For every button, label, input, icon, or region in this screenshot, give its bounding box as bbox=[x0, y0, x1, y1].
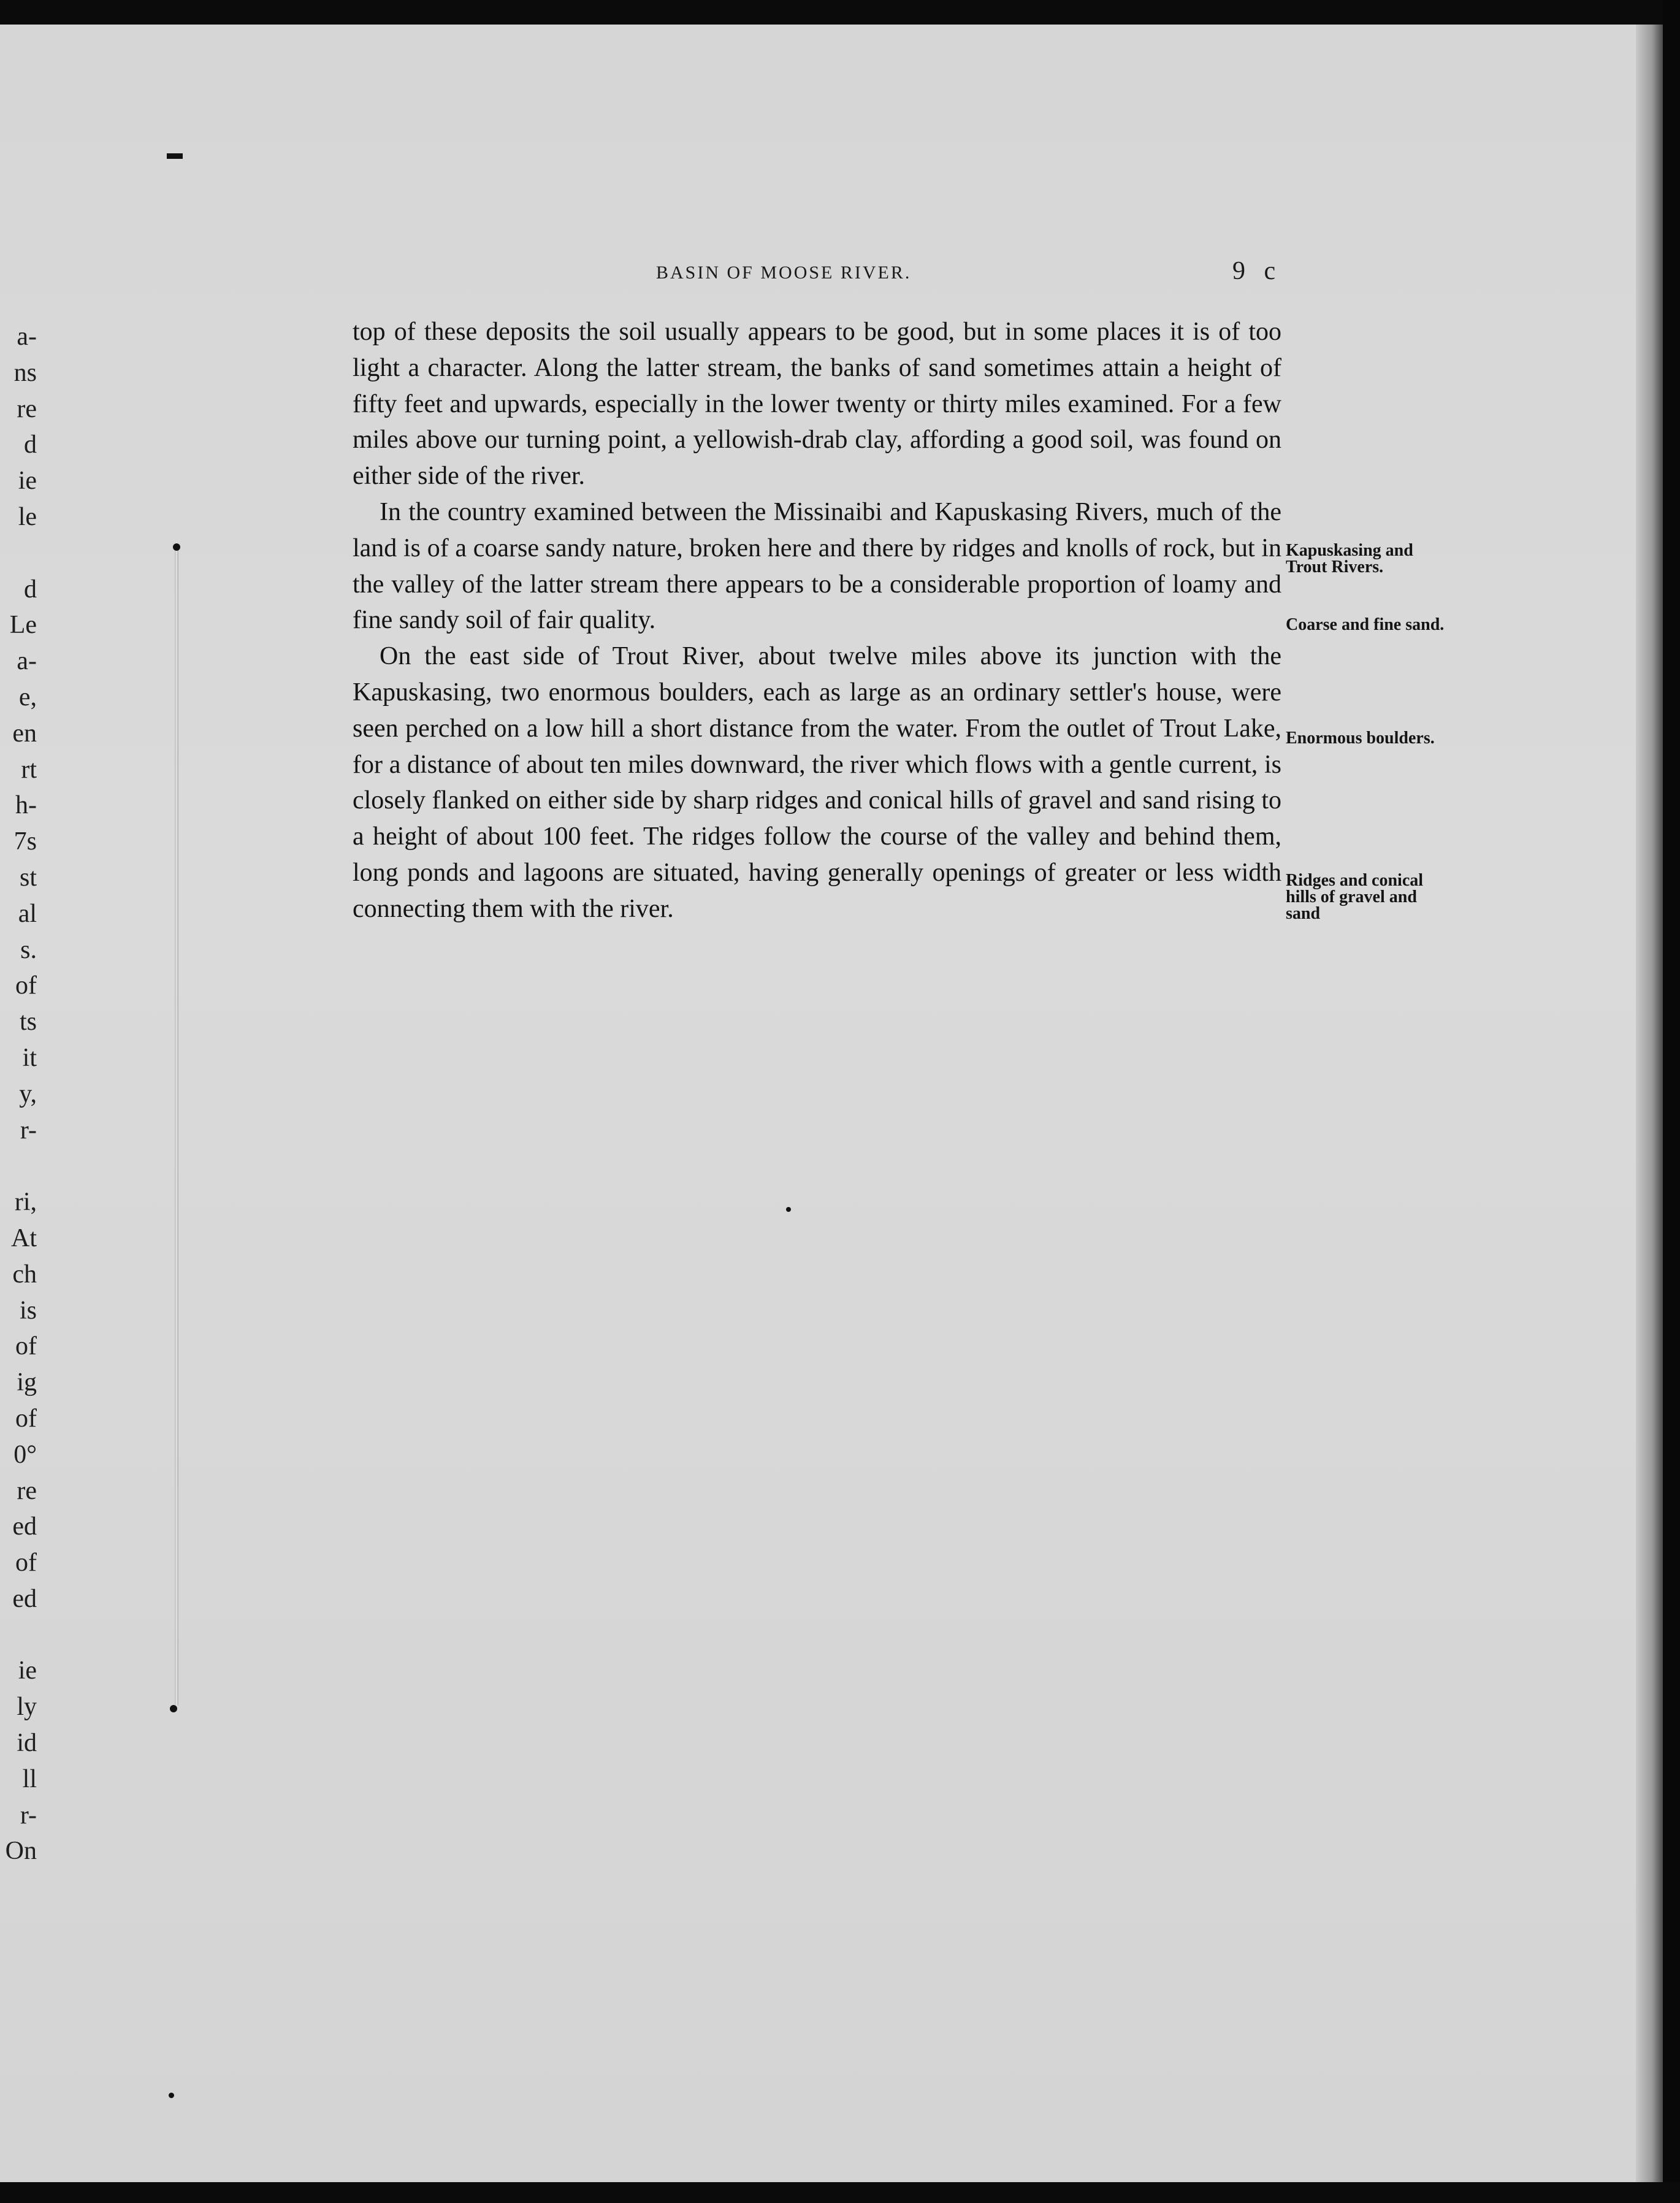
previous-page-fragment: of bbox=[15, 1404, 37, 1433]
previous-page-fragment: 7s bbox=[13, 827, 37, 856]
page-number: 9 c bbox=[1232, 257, 1282, 285]
previous-page-fragment: On bbox=[5, 1837, 37, 1866]
side-note-text: Ridges and conical hills of gravel and sand bbox=[1286, 871, 1424, 923]
previous-page-fragment: of bbox=[15, 971, 37, 1000]
previous-page-fragment: r- bbox=[20, 1116, 37, 1144]
previous-page-fragment: le bbox=[18, 502, 37, 531]
scan-border-top bbox=[0, 0, 1680, 25]
previous-page-fragment: ll bbox=[22, 1764, 37, 1793]
body-text bbox=[353, 314, 1281, 927]
previous-page-fragment: ns bbox=[13, 358, 37, 387]
previous-page-fragment: ch bbox=[12, 1260, 37, 1289]
scan-speck bbox=[169, 2093, 174, 2098]
previous-page-fragment: s. bbox=[20, 935, 37, 964]
previous-page-fragment: of bbox=[15, 1549, 37, 1577]
side-note bbox=[1286, 616, 1445, 633]
previous-page-fragment: re bbox=[17, 394, 37, 423]
previous-page-fragment: en bbox=[12, 719, 37, 748]
paragraph: In the country examined between the Missinaibi and Kapuskasing Rivers, much of the land is of a coarse sandy nature, broken here and there by ridges and knolls of rock, but in the valley of the latter stream there appears to be a considerable proportion of loamy and fine sandy soil of fair quality. bbox=[353, 497, 1281, 635]
previous-page-fragment: At bbox=[11, 1224, 37, 1252]
previous-page-fragment: r- bbox=[20, 1801, 37, 1829]
previous-page-fragment bbox=[0, 1617, 37, 1653]
previous-page-fragment: e, bbox=[18, 683, 37, 711]
previous-page-fragment: Le bbox=[9, 611, 37, 640]
previous-page-fragment: ed bbox=[12, 1584, 37, 1613]
previous-page-fragment bbox=[0, 1148, 37, 1184]
previous-page-fragment bbox=[0, 535, 37, 572]
previous-page-fragment: d bbox=[24, 575, 37, 603]
previous-page-fragment: ed bbox=[12, 1512, 37, 1541]
previous-page-fragment: rt bbox=[21, 755, 37, 784]
page-fold-shadow bbox=[1636, 25, 1663, 2203]
previous-page-fragment: id bbox=[17, 1729, 37, 1758]
previous-page-fragment: st bbox=[19, 863, 37, 892]
scan-border-bottom bbox=[0, 2182, 1680, 2203]
previous-page-fragment: 0° bbox=[13, 1440, 37, 1469]
previous-page-fragment: ig bbox=[17, 1368, 37, 1397]
previous-page-fragment: a- bbox=[17, 647, 37, 676]
previous-page-fragment: of bbox=[15, 1332, 37, 1361]
binding-mark-bottom bbox=[170, 1705, 177, 1712]
scan-border-right bbox=[1663, 0, 1680, 2203]
previous-page-fragment: ri, bbox=[14, 1188, 37, 1217]
previous-page-fragment: ly bbox=[17, 1693, 37, 1722]
previous-page-fragment: a- bbox=[17, 323, 37, 351]
previous-page-fragment: ts bbox=[19, 1008, 37, 1036]
previous-page-text-fragments bbox=[0, 319, 37, 1869]
paragraph: On the east side of Trout River, about twelve miles above its junction with the Kapuskasing, two enormous boulders, each as large as an ordinary settler's house, were seen perched on a low hill a short distance from the water. From the outlet of Trout Lake, for a distance of about ten miles downward, the river which flows with a gentle current, is closely flanked on either side by sharp ridges and conical hills of gravel and sand rising to a height of about 100 feet. The ridges follow the course of the valley and behind them, long ponds and lagoons are situated, having generally openings of greater or less width connecting them with the river. bbox=[353, 642, 1281, 923]
previous-page-fragment: y, bbox=[19, 1079, 37, 1108]
previous-page-fragment: it bbox=[22, 1043, 37, 1072]
side-note bbox=[1286, 730, 1445, 746]
running-head: BASIN OF MOOSE RIVER. bbox=[656, 262, 912, 283]
scan-mark-dash bbox=[167, 153, 183, 159]
previous-page-fragment: re bbox=[17, 1476, 37, 1505]
side-note-text: Kapuskasing and Trout Rivers. bbox=[1286, 541, 1413, 577]
paragraph: top of these deposits the soil usually appears to be good, but in some places it is of too light a character. Along the latter stream, the banks of sand sometimes attain a height of fifty feet and upwards, especially in the lower twenty or thirty miles examined. For a few miles above our turning point, a yellowish-drab clay, affording a good soil, was found on either side of the river. bbox=[353, 318, 1281, 491]
previous-page-fragment: h- bbox=[15, 791, 37, 820]
binding-mark-top bbox=[173, 543, 180, 551]
scan-speck bbox=[786, 1207, 791, 1212]
previous-page-fragment: d bbox=[24, 431, 37, 459]
side-note bbox=[1286, 542, 1445, 575]
previous-page-fragment: is bbox=[19, 1296, 37, 1325]
previous-page-fragment: ie bbox=[18, 1657, 37, 1685]
previous-page-fragment: ie bbox=[18, 467, 37, 496]
previous-page-fragment: al bbox=[18, 899, 37, 928]
side-note-text: Enormous boulders. bbox=[1286, 729, 1435, 748]
binding-gutter-line bbox=[175, 547, 178, 1706]
side-note-text: Coarse and fine sand. bbox=[1286, 615, 1445, 634]
side-note bbox=[1286, 872, 1445, 922]
